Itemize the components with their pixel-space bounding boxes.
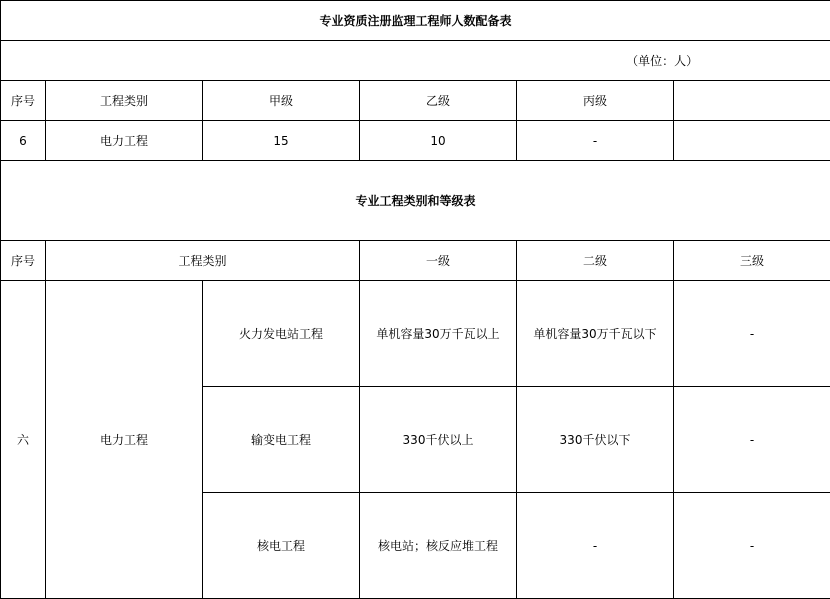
table1-header-row — [1, 81, 830, 121]
table2-header-row — [1, 241, 830, 281]
header-level-3: 三级 — [674, 241, 830, 281]
cell-grade-c: - — [517, 121, 674, 161]
cell-subcategory: 核电工程 — [203, 493, 360, 599]
cell-level-2: 单机容量30万千瓦以下 — [517, 281, 674, 387]
cell-level-1: 330千伏以上 — [360, 387, 517, 493]
header-level-2: 二级 — [517, 241, 674, 281]
cell-grade-b: 10 — [360, 121, 517, 161]
cell-level-3: - — [674, 493, 830, 599]
table-row — [1, 281, 830, 387]
cell-subcategory: 输变电工程 — [203, 387, 360, 493]
cell-level-1: 核电站；核反应堆工程 — [360, 493, 517, 599]
cell-level-2: 330千伏以下 — [517, 387, 674, 493]
table-row — [1, 121, 830, 161]
header-category: 工程类别 — [46, 81, 203, 121]
cell-category: 电力工程 — [46, 281, 203, 599]
header-grade-c: 丙级 — [517, 81, 674, 121]
unit-label: （单位：人） — [1, 41, 830, 81]
cell-level-2: - — [517, 493, 674, 599]
header-empty — [674, 81, 830, 121]
cell-seq: 六 — [1, 281, 46, 599]
header-level-1: 一级 — [360, 241, 517, 281]
table1-title: 专业资质注册监理工程师人数配备表 — [1, 1, 830, 41]
header-seq: 序号 — [1, 81, 46, 121]
header-seq: 序号 — [1, 241, 46, 281]
header-grade-b: 乙级 — [360, 81, 517, 121]
cell-level-1: 单机容量30万千瓦以上 — [360, 281, 517, 387]
cell-level-3: - — [674, 281, 830, 387]
table2-title: 专业工程类别和等级表 — [1, 161, 830, 241]
cell-empty — [674, 121, 830, 161]
cell-level-3: - — [674, 387, 830, 493]
header-category: 工程类别 — [46, 241, 360, 281]
header-grade-a: 甲级 — [203, 81, 360, 121]
cell-grade-a: 15 — [203, 121, 360, 161]
cell-category: 电力工程 — [46, 121, 203, 161]
cell-seq: 6 — [1, 121, 46, 161]
cell-subcategory: 火力发电站工程 — [203, 281, 360, 387]
